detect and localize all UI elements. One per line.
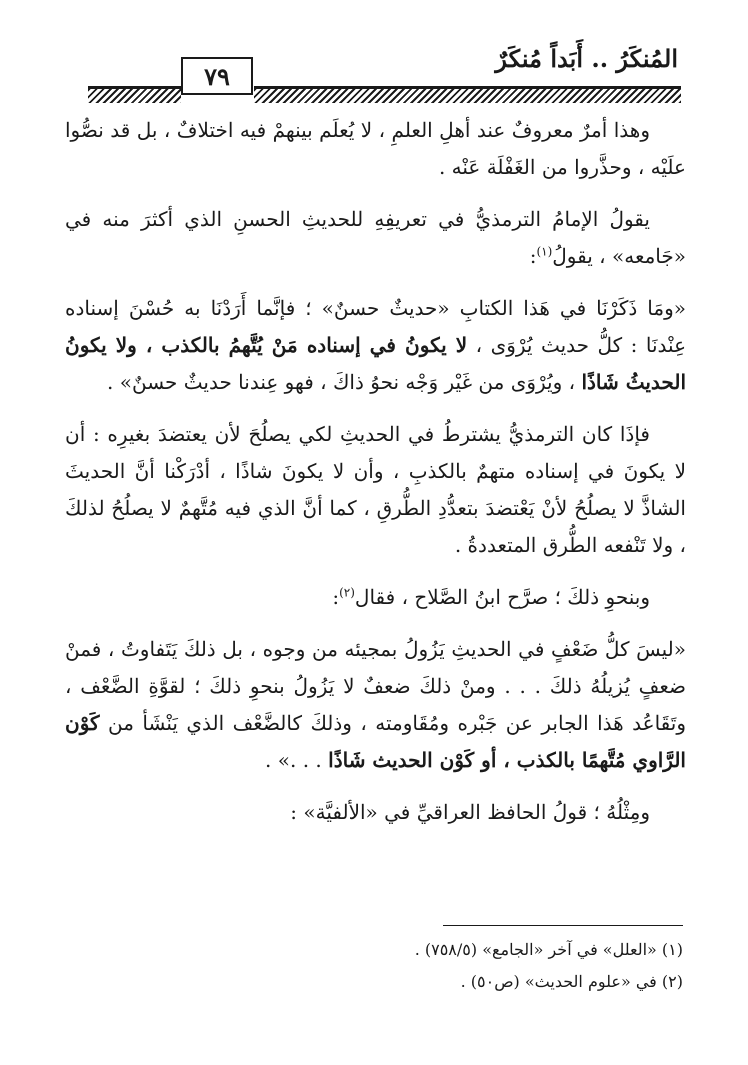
quote2-text-b: . . .» . — [265, 748, 322, 772]
main-text — [65, 112, 686, 846]
header-ornament-left — [88, 86, 181, 103]
paragraph-7: ومِثْلُهُ ؛ قولُ الحافظ العراقيِّ في «الألفيَّة» : — [290, 800, 650, 824]
paragraph-4: فإذَا كان الترمذيُّ يشترطُ في الحديثِ لكي يصلُحَ لأن يعتضدَ بغيرِه : أن لا يكونَ في إسناده متهمٌ بالكذبِ ، وأن لا يكونَ شاذًا ، أدْرَكْنا أنَّ الحديثَ الشاذَّ لا يصلُحُ لأنْ يَعْتضدَ بتعدُّدِ الطُّرقِ ، كما أنَّ الذي فيه مُتَّهمٌ لا يصلُحُ لذلكَ ، ولا تَنْفعه الطُّرق المتعددةُ . — [65, 422, 686, 557]
paragraph-2 — [65, 201, 686, 275]
quote2-bold-text: كَوْن الرَّاوي مُتَّهمًا بالكذب ، أو كَوْن الحديث شَاذًا — [65, 711, 686, 772]
tirmidhi-quote — [65, 290, 686, 401]
ibn-salah-quote — [65, 631, 686, 779]
footnote-ref-1: (١) — [536, 244, 553, 259]
footnotes — [65, 934, 683, 998]
paragraph-5-text: وبنحوِ ذلكَ ؛ صرَّح ابنُ الصَّلاح ، فقال — [354, 585, 650, 609]
quote-bold-text: لا يكونُ في إسناده مَنْ يُتَّهمُ بالكذب ، ولا يكونُ الحديثُ شَاذًا — [65, 333, 686, 394]
header-ornament-right — [254, 86, 681, 103]
running-title: المُنكَرُ .. أَبَداً مُنكَرٌ — [495, 44, 678, 73]
page-number: ٧٩ — [181, 57, 253, 95]
paragraph-2-text: يقولُ الإمامُ الترمذيُّ في تعريفِهِ للحديثِ الحسنِ الذي أكثرَ منه في «جَامعه» ، يقولُ — [65, 207, 686, 268]
quote-text-b: ، ويُرْوَى من غَيْر وَجْه نحوُ ذاكَ ، فهو عِندنا حديثٌ حسنٌ» . — [107, 370, 576, 394]
quote2-text-a: «ليسَ كلُّ ضَعْفٍ في الحديثِ يَزُولُ بمجيئه من وجوه ، بل ذلكَ يَتَفاوتُ ، فمنْ ضعفٍ يُزيلُهُ ذلكَ . . . ومنْ ذلكَ ضعفٌ لا يَزُولُ بنحوِ ذلكَ ؛ لقوَّةِ الضَّعْف ، وتَقَاعُد هَذا الجابر عن جَبْره ومُقَاومته ، وذلكَ كالضَّعْف الذي يَنْشَأ من — [65, 637, 687, 735]
paragraph-1: وهذا أمرٌ معروفٌ عند أهلِ العلمِ ، لا يُعلَم بينهمْ فيه اختلافٌ ، بل قد نصُّوا علَيْه ، وحذَّروا من الغَفْلَة عَنْه . — [65, 118, 686, 179]
quote-text-a: «ومَا ذَكَرْنَا في هَذا الكتابِ «حديثٌ حسنٌ» ؛ فإنَّما أَرَدْنَا به حُسْنَ إسناده عِنْدنَا : كلُّ حديث يُرْوَى ، — [65, 296, 687, 357]
paragraph-2-colon: : — [529, 244, 537, 268]
footnote-1: (١) «العلل» في آخر «الجامع» (٧٥٨/٥) . — [414, 940, 683, 959]
footnote-separator — [443, 925, 683, 926]
footnote-2: (٢) في «علوم الحديث» (ص٥٠) . — [460, 972, 683, 991]
paragraph-5 — [65, 579, 686, 616]
paragraph-5-colon: : — [332, 585, 340, 609]
footnote-ref-2: (٢) — [339, 585, 355, 600]
